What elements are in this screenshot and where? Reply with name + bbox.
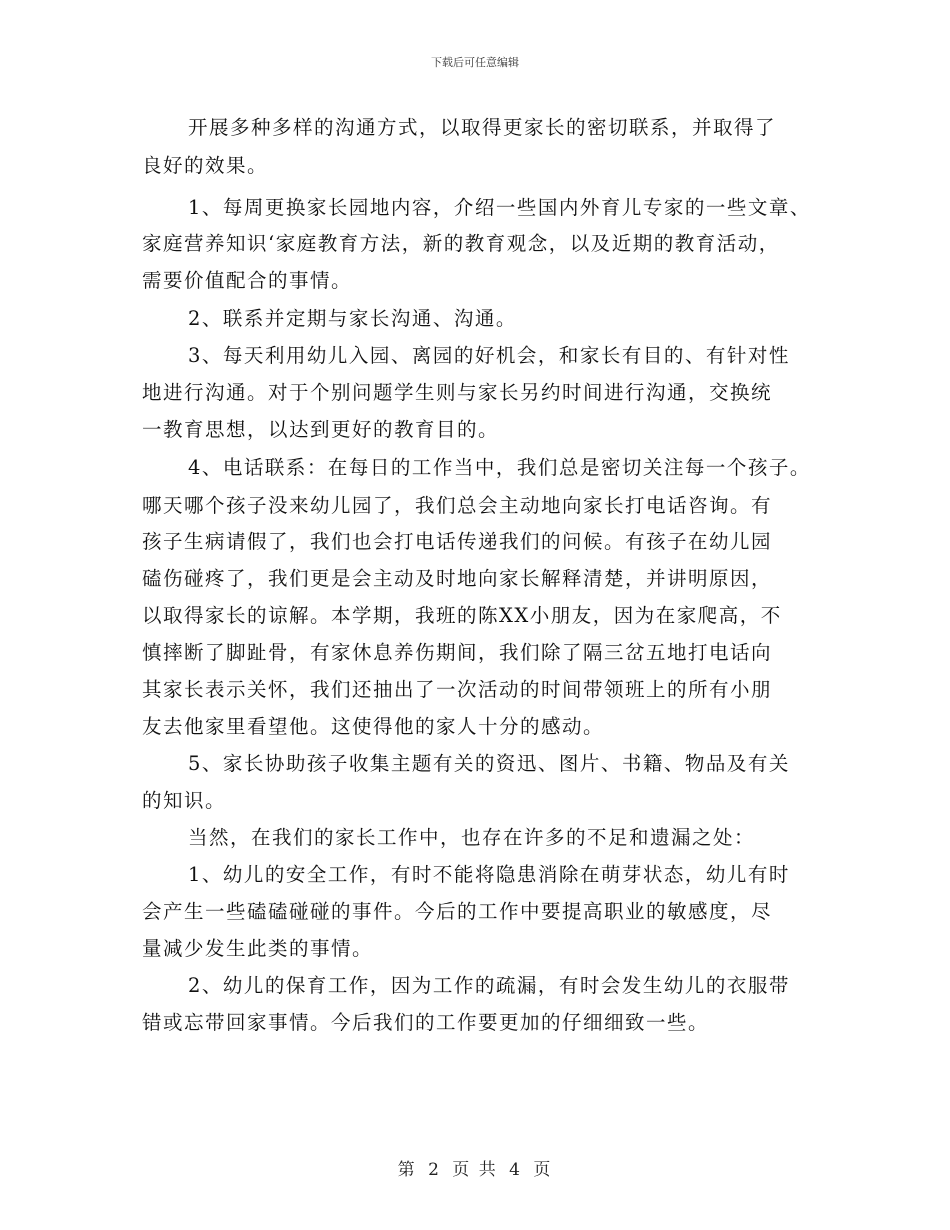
body-line: 家庭营养知识‘家庭教育方法，新的教育观念，以及近期的教育活动，: [142, 232, 780, 255]
body-line: 孩子生病请假了，我们也会打电话传递我们的问候。有孩子在幼儿园: [142, 530, 773, 553]
body-line: 1、幼儿的安全工作，有时不能将隐患消除在萌芽状态，幼儿有时: [188, 863, 790, 886]
body-line: 错或忘带回家事情。今后我们的工作要更加的仔细细致一些。: [142, 1011, 710, 1034]
body-line: 1、每周更换家长园地内容，介绍一些国内外育儿专家的一些文章、: [188, 196, 811, 219]
body-line: 当然，在我们的家长工作中，也存在许多的不足和遗漏之处：: [188, 826, 756, 849]
body-line: 磕伤碰疼了，我们更是会主动及时地向家长解释清楚，并讲明原因，: [142, 567, 773, 590]
body-line: 会产生一些磕磕碰碰的事件。今后的工作中要提高职业的敏感度，尽: [142, 900, 773, 923]
total-pages-number: 4: [509, 1160, 522, 1180]
body-line: 其家长表示关怀，我们还抽出了一次活动的时间带领班上的所有小朋: [142, 678, 773, 701]
body-line: 地进行沟通。对于个别问题学生则与家长另约时间进行沟通，交换统: [142, 381, 773, 404]
body-line: 5、家长协助孩子收集主题有关的资迅、图片、书籍、物品及有关: [188, 752, 790, 775]
body-line: 4、电话联系：在每日的工作当中，我们总是密切关注每一个孩子。: [188, 456, 811, 479]
body-line: 良好的效果。: [142, 154, 269, 177]
current-page-number: 2: [428, 1160, 441, 1180]
footer-mid: 页 共: [452, 1160, 498, 1180]
body-line: 开展多种多样的沟通方式，以取得更家长的密切联系，并取得了: [188, 116, 777, 139]
body-line: 一教育思想，以达到更好的教育目的。: [142, 418, 500, 441]
page-footer: [0, 1155, 950, 1180]
body-line: 的知识。: [142, 789, 227, 812]
body-line: 需要价值配合的事情。: [142, 269, 353, 292]
body-line: 2、幼儿的保育工作，因为工作的疏漏，有时会发生幼儿的衣服带: [188, 974, 790, 997]
body-line: 友去他家里看望他。这使得他的家人十分的感动。: [142, 715, 605, 738]
body-line: 以取得家长的谅解。本学期，我班的陈XX小朋友，因为在家爬高，不: [142, 604, 782, 627]
footer-prefix: 第: [397, 1160, 417, 1180]
body-line: 2、联系并定期与家长沟通、沟通。: [188, 307, 517, 330]
footer-suffix: 页: [533, 1160, 553, 1180]
body-line: 3、每天利用幼儿入园、离园的好机会，和家长有目的、有针对性: [188, 344, 790, 367]
body-line: 慎摔断了脚趾骨，有家休息养伤期间，我们除了隔三岔五地打电话向: [142, 641, 773, 664]
body-line: 哪天哪个孩子没来幼儿园了，我们总会主动地向家长打电话咨询。有: [142, 494, 773, 517]
body-line: 量减少发生此类的事情。: [142, 937, 374, 960]
page-header-note: 下载后可任意编辑: [431, 56, 519, 69]
